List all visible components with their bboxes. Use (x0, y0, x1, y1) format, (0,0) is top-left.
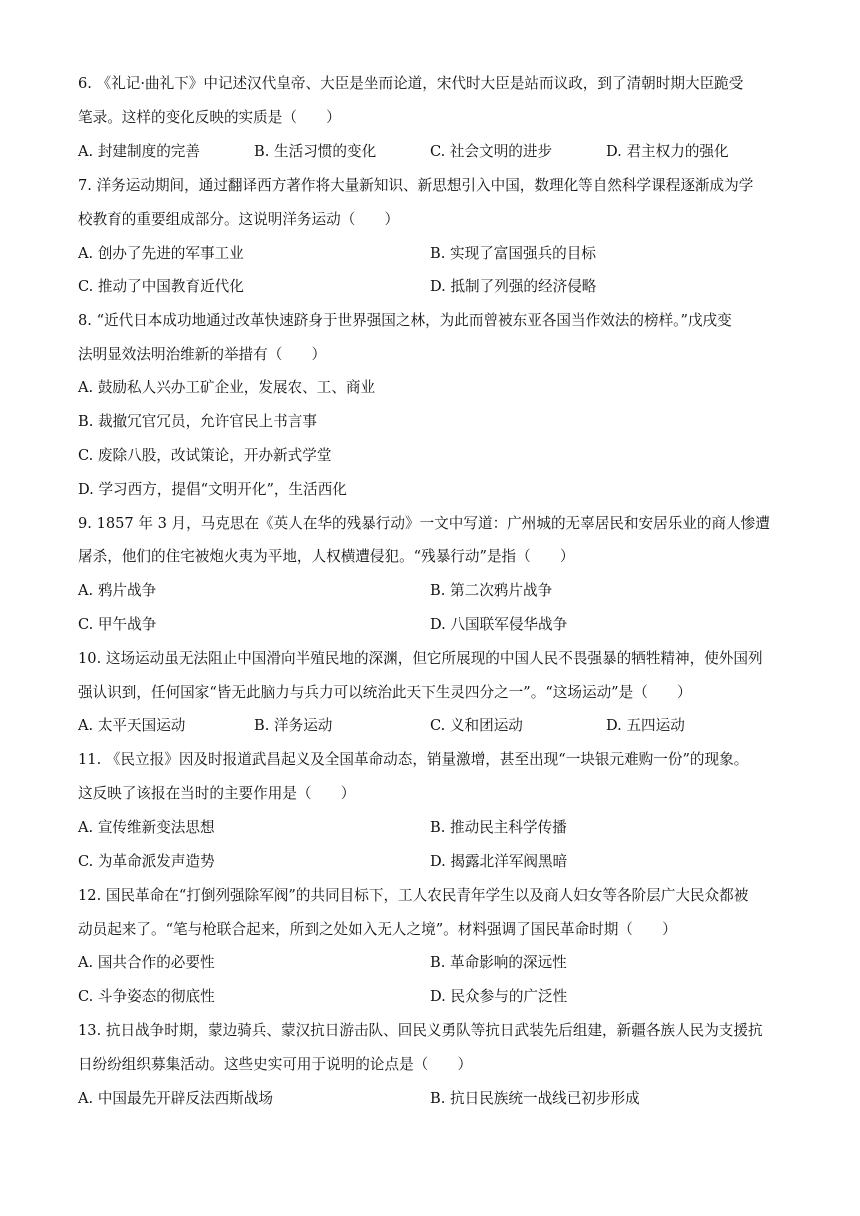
question-10-stem-cont: 强认识到，任何国家“皆无此脑力与兵力可以统治此天下生灵四分之一”。“这场运动”是（ ） (78, 684, 692, 701)
question-10-option-c[interactable]: C. 义和团运动 (430, 717, 523, 734)
question-6-option-a[interactable]: A. 封建制度的完善 (78, 143, 200, 160)
question-6-option-c[interactable]: C. 社会文明的进步 (430, 143, 553, 160)
question-8-option-d[interactable]: D. 学习西方，提倡“文明开化”，生活西化 (78, 481, 347, 498)
question-13-stem: 13. 抗日战争时期，蒙边骑兵、蒙汉抗日游击队、回民义勇队等抗日武装先后组建，新疆各族人民为支援抗 (78, 1022, 763, 1039)
question-8-option-b[interactable]: B. 裁撤冗官冗员，允许官民上书言事 (78, 413, 317, 430)
question-9-option-b[interactable]: B. 第二次鸦片战争 (430, 582, 553, 599)
question-7-option-a[interactable]: A. 创办了先进的军事工业 (78, 245, 244, 262)
question-8-options-row (78, 378, 790, 398)
question-10-options-row (78, 716, 790, 736)
question-12-option-b[interactable]: B. 革命影响的深远性 (430, 954, 567, 971)
question-11-options-row (78, 852, 790, 872)
question-8-options-row (78, 412, 790, 432)
question-11-option-a[interactable]: A. 宣传维新变法思想 (78, 819, 215, 836)
question-7-stem-cont: 校教育的重要组成部分。这说明洋务运动（ ） (78, 211, 400, 228)
question-12-stem: 12. 国民革命在“打倒列强除军阀”的共同目标下，工人农民青年学生以及商人妇女等各阶层广大民众都被 (78, 887, 749, 904)
question-12-option-c[interactable]: C. 斗争姿态的彻底性 (78, 988, 215, 1005)
question-9-option-a[interactable]: A. 鸦片战争 (78, 582, 157, 599)
question-9-stem: 9. 1857 年 3 月，马克思在《英人在华的残暴行动》一文中写道：广州城的无辜居民和安居乐业的商人惨遭 (78, 515, 770, 532)
question-11-option-d[interactable]: D. 揭露北洋军阀黑暗 (430, 853, 568, 870)
question-11-options-row (78, 818, 790, 838)
question-7-option-c[interactable]: C. 推动了中国教育近代化 (78, 278, 244, 295)
question-11-option-c[interactable]: C. 为革命派发声造势 (78, 853, 215, 870)
question-13-option-b[interactable]: B. 抗日民族统一战线已初步形成 (430, 1090, 640, 1107)
question-6-stem-cont: 笔录。这样的变化反映的实质是（ ） (78, 109, 341, 126)
question-8-options-row (78, 446, 790, 466)
question-10-stem: 10. 这场运动虽无法阻止中国滑向半殖民地的深渊，但它所展现的中国人民不畏强暴的牺牲精神，使外国列 (78, 650, 763, 667)
question-11-option-b[interactable]: B. 推动民主科学传播 (430, 819, 567, 836)
question-7-option-b[interactable]: B. 实现了富国强兵的目标 (430, 245, 596, 262)
question-13-stem-cont: 日纷纷组织募集活动。这些史实可用于说明的论点是（ ） (78, 1056, 473, 1073)
question-7-options-row (78, 277, 790, 297)
question-9-options-row (78, 615, 790, 635)
question-8-option-c[interactable]: C. 废除八股，改试策论，开办新式学堂 (78, 447, 332, 464)
question-12-options-row (78, 987, 790, 1007)
question-10-option-a[interactable]: A. 太平天国运动 (78, 717, 186, 734)
question-10-option-b[interactable]: B. 洋务运动 (254, 717, 333, 734)
question-9-option-c[interactable]: C. 甲午战争 (78, 616, 157, 633)
question-13-options-row (78, 1089, 790, 1109)
question-8-options-row (78, 480, 790, 500)
question-11-stem-cont: 这反映了该报在当时的主要作用是（ ） (78, 785, 356, 802)
question-6-option-d[interactable]: D. 君主权力的强化 (606, 143, 729, 160)
question-6-stem: 6. 《礼记·曲礼下》中记述汉代皇帝、大臣是坐而论道，宋代时大臣是站而议政，到了清朝时期大臣跪受 (78, 75, 744, 92)
question-7-option-d[interactable]: D. 抵制了列强的经济侵略 (430, 278, 597, 295)
question-12-options-row (78, 953, 790, 973)
question-8-stem: 8. “近代日本成功地通过改革快速跻身于世界强国之林，为此而曾被东亚各国当作效法的榜样。”戊戌变 (78, 312, 732, 329)
question-8-stem-cont: 法明显效法明治维新的举措有（ ） (78, 346, 327, 363)
question-7-options-row (78, 244, 790, 264)
question-9-options-row (78, 581, 790, 601)
question-6-option-b[interactable]: B. 生活习惯的变化 (254, 143, 377, 160)
question-12-option-a[interactable]: A. 国共合作的必要性 (78, 954, 215, 971)
question-9-stem-cont: 屠杀，他们的住宅被炮火夷为平地，人权横遭侵犯。“残暴行动”是指（ ） (78, 548, 575, 565)
question-6-options-row (78, 142, 790, 162)
question-7-stem: 7. 洋务运动期间，通过翻译西方著作将大量新知识、新思想引入中国，数理化等自然科学课程逐渐成为学 (78, 177, 754, 194)
question-12-stem-cont: 动员起来了。“笔与枪联合起来，所到之处如入无人之境”。材料强调了国民革命时期（ ） (78, 921, 677, 938)
question-13-option-a[interactable]: A. 中国最先开辟反法西斯战场 (78, 1090, 273, 1107)
question-10-option-d[interactable]: D. 五四运动 (606, 717, 685, 734)
question-11-stem: 11. 《民立报》因及时报道武昌起义及全国革命动态，销量激增，甚至出现“一块银元难购一份”的现象。 (78, 751, 749, 768)
question-9-option-d[interactable]: D. 八国联军侵华战争 (430, 616, 568, 633)
question-8-option-a[interactable]: A. 鼓励私人兴办工矿企业，发展农、工、商业 (78, 379, 376, 396)
question-12-option-d[interactable]: D. 民众参与的广泛性 (430, 988, 568, 1005)
